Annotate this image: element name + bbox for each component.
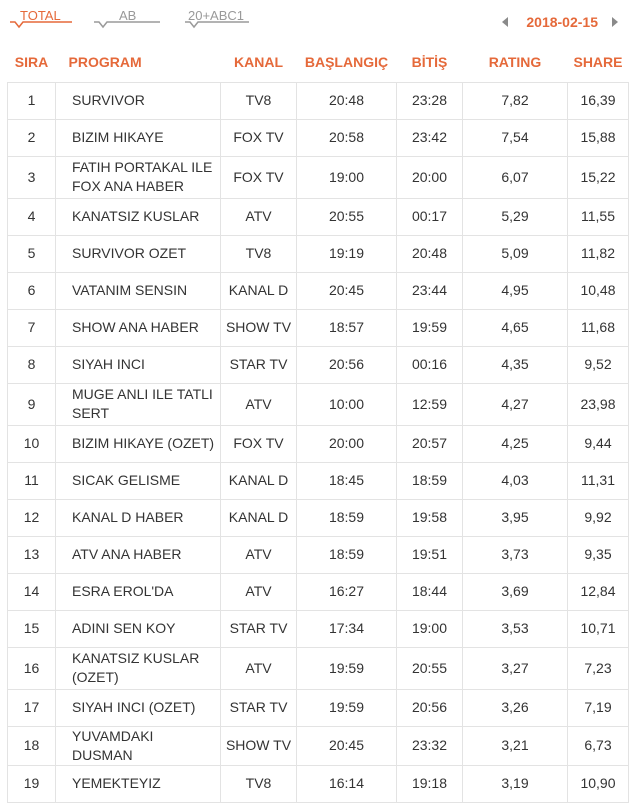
cell-rating: 4,65 <box>463 309 568 346</box>
table-row <box>8 765 629 802</box>
cell-share: 10,90 <box>568 765 629 802</box>
cell-share: 9,44 <box>568 425 629 462</box>
cell-bitis: 23:44 <box>397 272 463 309</box>
current-date: 2018-02-15 <box>526 14 598 30</box>
cell-rating: 3,26 <box>463 689 568 726</box>
cell-program: KANATSIZ KUSLAR (OZET) <box>56 647 221 689</box>
header-share: SHARE <box>573 53 623 70</box>
ratings-table-container <box>7 42 628 803</box>
table-row <box>8 647 629 689</box>
cell-share: 11,82 <box>568 235 629 272</box>
cell-sira: 5 <box>8 235 56 272</box>
cell-baslangic: 20:45 <box>297 272 397 309</box>
cell-rating: 7,82 <box>463 82 568 119</box>
cell-bitis: 20:00 <box>397 156 463 198</box>
cell-kanal: ATV <box>221 536 297 573</box>
table-row <box>8 573 629 610</box>
cell-sira: 17 <box>8 689 56 726</box>
header-bitis: BİTİŞ <box>411 53 448 70</box>
table-body <box>8 82 629 802</box>
header-baslangic: BAŞLANGIÇ <box>304 53 389 70</box>
cell-bitis: 12:59 <box>397 383 463 425</box>
table-row <box>8 499 629 536</box>
cell-rating: 7,54 <box>463 119 568 156</box>
cell-rating: 4,27 <box>463 383 568 425</box>
cell-share: 11,55 <box>568 198 629 235</box>
table-row <box>8 346 629 383</box>
cell-share: 11,68 <box>568 309 629 346</box>
cell-rating: 4,03 <box>463 462 568 499</box>
table-row <box>8 82 629 119</box>
cell-rating: 3,73 <box>463 536 568 573</box>
cell-program: BIZIM HIKAYE <box>56 119 221 156</box>
cell-program: SHOW ANA HABER <box>56 309 221 346</box>
chevron-left-icon[interactable] <box>498 13 512 31</box>
cell-kanal: ATV <box>221 198 297 235</box>
cell-bitis: 23:42 <box>397 119 463 156</box>
cell-baslangic: 19:00 <box>297 156 397 198</box>
cell-sira: 2 <box>8 119 56 156</box>
cell-baslangic: 19:59 <box>297 689 397 726</box>
tab-20-abc1-underline <box>185 17 249 29</box>
cell-sira: 6 <box>8 272 56 309</box>
cell-kanal: STAR TV <box>221 610 297 647</box>
cell-sira: 8 <box>8 346 56 383</box>
cell-bitis: 00:16 <box>397 346 463 383</box>
cell-kanal: STAR TV <box>221 689 297 726</box>
cell-baslangic: 20:58 <box>297 119 397 156</box>
cell-bitis: 23:28 <box>397 82 463 119</box>
cell-share: 10,71 <box>568 610 629 647</box>
tab-total-label: TOTAL <box>20 8 61 23</box>
cell-rating: 3,53 <box>463 610 568 647</box>
ratings-table <box>7 42 629 803</box>
cell-share: 23,98 <box>568 383 629 425</box>
date-navigator <box>498 13 622 31</box>
header-kanal: KANAL <box>234 53 283 70</box>
cell-program: YEMEKTEYIZ <box>56 765 221 802</box>
tab-ab-underline <box>94 17 160 29</box>
cell-kanal: ATV <box>221 383 297 425</box>
cell-kanal: KANAL D <box>221 272 297 309</box>
cell-bitis: 00:17 <box>397 198 463 235</box>
cell-program: VATANIM SENSIN <box>56 272 221 309</box>
cell-rating: 3,21 <box>463 726 568 765</box>
cell-sira: 15 <box>8 610 56 647</box>
cell-program: SURVIVOR <box>56 82 221 119</box>
table-row <box>8 272 629 309</box>
cell-program: FATIH PORTAKAL ILE FOX ANA HABER <box>56 156 221 198</box>
cell-sira: 14 <box>8 573 56 610</box>
cell-rating: 4,35 <box>463 346 568 383</box>
cell-program: SURVIVOR OZET <box>56 235 221 272</box>
cell-kanal: FOX TV <box>221 156 297 198</box>
cell-baslangic: 16:14 <box>297 765 397 802</box>
cell-baslangic: 19:19 <box>297 235 397 272</box>
table-row <box>8 383 629 425</box>
cell-sira: 11 <box>8 462 56 499</box>
table-row <box>8 462 629 499</box>
cell-rating: 3,19 <box>463 765 568 802</box>
cell-kanal: KANAL D <box>221 462 297 499</box>
cell-share: 7,23 <box>568 647 629 689</box>
table-row <box>8 198 629 235</box>
cell-rating: 5,09 <box>463 235 568 272</box>
cell-kanal: KANAL D <box>221 499 297 536</box>
cell-bitis: 19:51 <box>397 536 463 573</box>
cell-share: 9,35 <box>568 536 629 573</box>
cell-kanal: ATV <box>221 647 297 689</box>
table-row <box>8 119 629 156</box>
cell-program: ADINI SEN KOY <box>56 610 221 647</box>
cell-program: ATV ANA HABER <box>56 536 221 573</box>
cell-sira: 19 <box>8 765 56 802</box>
cell-rating: 3,69 <box>463 573 568 610</box>
cell-share: 9,52 <box>568 346 629 383</box>
header-rating: RATING <box>488 53 542 70</box>
cell-baslangic: 20:56 <box>297 346 397 383</box>
cell-bitis: 18:44 <box>397 573 463 610</box>
table-row <box>8 309 629 346</box>
table-row <box>8 156 629 198</box>
cell-share: 9,92 <box>568 499 629 536</box>
cell-sira: 9 <box>8 383 56 425</box>
table-row <box>8 425 629 462</box>
cell-share: 6,73 <box>568 726 629 765</box>
cell-sira: 4 <box>8 198 56 235</box>
cell-baslangic: 20:48 <box>297 82 397 119</box>
cell-sira: 7 <box>8 309 56 346</box>
cell-rating: 3,95 <box>463 499 568 536</box>
cell-bitis: 19:59 <box>397 309 463 346</box>
cell-sira: 3 <box>8 156 56 198</box>
cell-rating: 5,29 <box>463 198 568 235</box>
cell-program: SIYAH INCI (OZET) <box>56 689 221 726</box>
cell-bitis: 20:57 <box>397 425 463 462</box>
cell-baslangic: 17:34 <box>297 610 397 647</box>
cell-kanal: SHOW TV <box>221 309 297 346</box>
tab-ab-label: AB <box>119 8 137 23</box>
cell-program: MUGE ANLI ILE TATLI SERT <box>56 383 221 425</box>
cell-rating: 4,25 <box>463 425 568 462</box>
cell-sira: 13 <box>8 536 56 573</box>
cell-sira: 12 <box>8 499 56 536</box>
cell-share: 15,88 <box>568 119 629 156</box>
cell-rating: 4,95 <box>463 272 568 309</box>
cell-bitis: 19:58 <box>397 499 463 536</box>
cell-kanal: FOX TV <box>221 119 297 156</box>
cell-baslangic: 10:00 <box>297 383 397 425</box>
cell-share: 12,84 <box>568 573 629 610</box>
cell-program: ESRA EROL'DA <box>56 573 221 610</box>
cell-share: 7,19 <box>568 689 629 726</box>
cell-rating: 3,27 <box>463 647 568 689</box>
cell-baslangic: 20:45 <box>297 726 397 765</box>
cell-program: KANATSIZ KUSLAR <box>56 198 221 235</box>
cell-baslangic: 19:59 <box>297 647 397 689</box>
cell-bitis: 19:18 <box>397 765 463 802</box>
chevron-right-icon[interactable] <box>608 13 622 31</box>
table-header <box>8 42 629 82</box>
cell-baslangic: 18:59 <box>297 499 397 536</box>
cell-program: SICAK GELISME <box>56 462 221 499</box>
header-sira: SIRA <box>14 53 49 70</box>
cell-program: YUVAMDAKI DUSMAN <box>56 726 221 765</box>
cell-bitis: 18:59 <box>397 462 463 499</box>
cell-program: KANAL D HABER <box>56 499 221 536</box>
cell-sira: 18 <box>8 726 56 765</box>
cell-baslangic: 18:45 <box>297 462 397 499</box>
tab-20-abc1[interactable] <box>185 7 249 35</box>
cell-kanal: TV8 <box>221 765 297 802</box>
cell-share: 16,39 <box>568 82 629 119</box>
cell-sira: 10 <box>8 425 56 462</box>
cell-sira: 1 <box>8 82 56 119</box>
tab-total[interactable] <box>10 7 72 35</box>
table-row <box>8 726 629 765</box>
cell-share: 11,31 <box>568 462 629 499</box>
cell-baslangic: 18:57 <box>297 309 397 346</box>
cell-kanal: FOX TV <box>221 425 297 462</box>
cell-rating: 6,07 <box>463 156 568 198</box>
table-row <box>8 610 629 647</box>
cell-baslangic: 20:55 <box>297 198 397 235</box>
cell-bitis: 20:48 <box>397 235 463 272</box>
cell-kanal: STAR TV <box>221 346 297 383</box>
cell-baslangic: 16:27 <box>297 573 397 610</box>
cell-share: 10,48 <box>568 272 629 309</box>
table-row <box>8 689 629 726</box>
cell-bitis: 19:00 <box>397 610 463 647</box>
tab-20-abc1-label: 20+ABC1 <box>188 8 245 23</box>
cell-baslangic: 18:59 <box>297 536 397 573</box>
cell-bitis: 23:32 <box>397 726 463 765</box>
cell-kanal: SHOW TV <box>221 726 297 765</box>
cell-bitis: 20:56 <box>397 689 463 726</box>
cell-bitis: 20:55 <box>397 647 463 689</box>
cell-kanal: ATV <box>221 573 297 610</box>
tab-total-underline <box>10 17 72 29</box>
cell-program: SIYAH INCI <box>56 346 221 383</box>
table-row <box>8 235 629 272</box>
cell-baslangic: 20:00 <box>297 425 397 462</box>
header-program: PROGRAM <box>68 53 142 70</box>
top-bar <box>0 0 636 42</box>
table-row <box>8 536 629 573</box>
cell-kanal: TV8 <box>221 82 297 119</box>
cell-sira: 16 <box>8 647 56 689</box>
cell-program: BIZIM HIKAYE (OZET) <box>56 425 221 462</box>
cell-share: 15,22 <box>568 156 629 198</box>
cell-kanal: TV8 <box>221 235 297 272</box>
tab-ab[interactable] <box>94 7 160 35</box>
